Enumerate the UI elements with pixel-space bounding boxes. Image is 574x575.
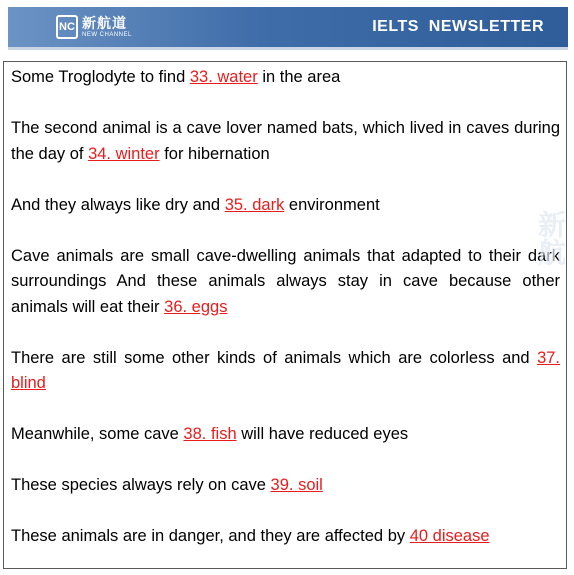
paragraph-40: [11, 524, 560, 550]
answer-box: [3, 61, 567, 569]
logo-english-name: NEW CHANNEL: [82, 32, 132, 38]
answer-33: 33. water: [189, 68, 258, 86]
logo-chinese-name: 新航道: [82, 15, 127, 31]
answer-38: 38. fish: [183, 425, 237, 443]
answer-37: 37. blind: [11, 348, 560, 392]
answer-34: 34. winter: [88, 144, 160, 163]
paragraph-35: [11, 193, 560, 219]
paragraph-39: [11, 473, 560, 499]
paragraph-text: will have reduced eyes: [236, 425, 409, 443]
watermark: 新航: [535, 210, 566, 266]
header-divider: [8, 47, 568, 50]
paragraph-text: The second animal is a cave lover named bats, which lived in caves during the day of: [11, 119, 560, 163]
logo-text: [82, 16, 132, 38]
paragraph-text: There are still some other kinds of animals which are colorless and: [11, 348, 538, 367]
paragraph-text: These species always rely on cave: [11, 476, 271, 494]
paragraph-text: These animals are in danger, and they are affected by: [11, 527, 410, 545]
paragraph-text: And they always like dry and: [11, 195, 225, 214]
paragraph-text: in the area: [257, 68, 341, 86]
paragraph-text: environment: [284, 195, 380, 214]
newsletter-header: [8, 7, 568, 47]
answer-35: 35. dark: [224, 195, 285, 214]
paragraph-38: [11, 422, 560, 448]
answer-39: 39. soil: [270, 476, 323, 494]
paragraph-34: [11, 116, 560, 167]
logo-mark-icon: NC: [56, 15, 78, 39]
header-title: IELTS NEWSLETTER: [372, 18, 544, 35]
answer-36: 36. eggs: [164, 297, 228, 316]
paragraph-text: Cave animals are small cave-dwelling animals that adapted to their dark surroundings And these animals always stay in cave because other animals will eat their: [11, 246, 560, 316]
logo: [56, 15, 132, 39]
paragraph-36: [11, 244, 560, 321]
paragraph-text: Meanwhile, some cave: [11, 425, 184, 443]
answer-40: 40 disease: [409, 527, 490, 545]
paragraph-text: Some Troglodyte to find: [11, 68, 190, 86]
paragraph-text: for hibernation: [159, 144, 270, 163]
paragraph-33: [11, 65, 560, 91]
paragraph-37: [11, 346, 560, 397]
